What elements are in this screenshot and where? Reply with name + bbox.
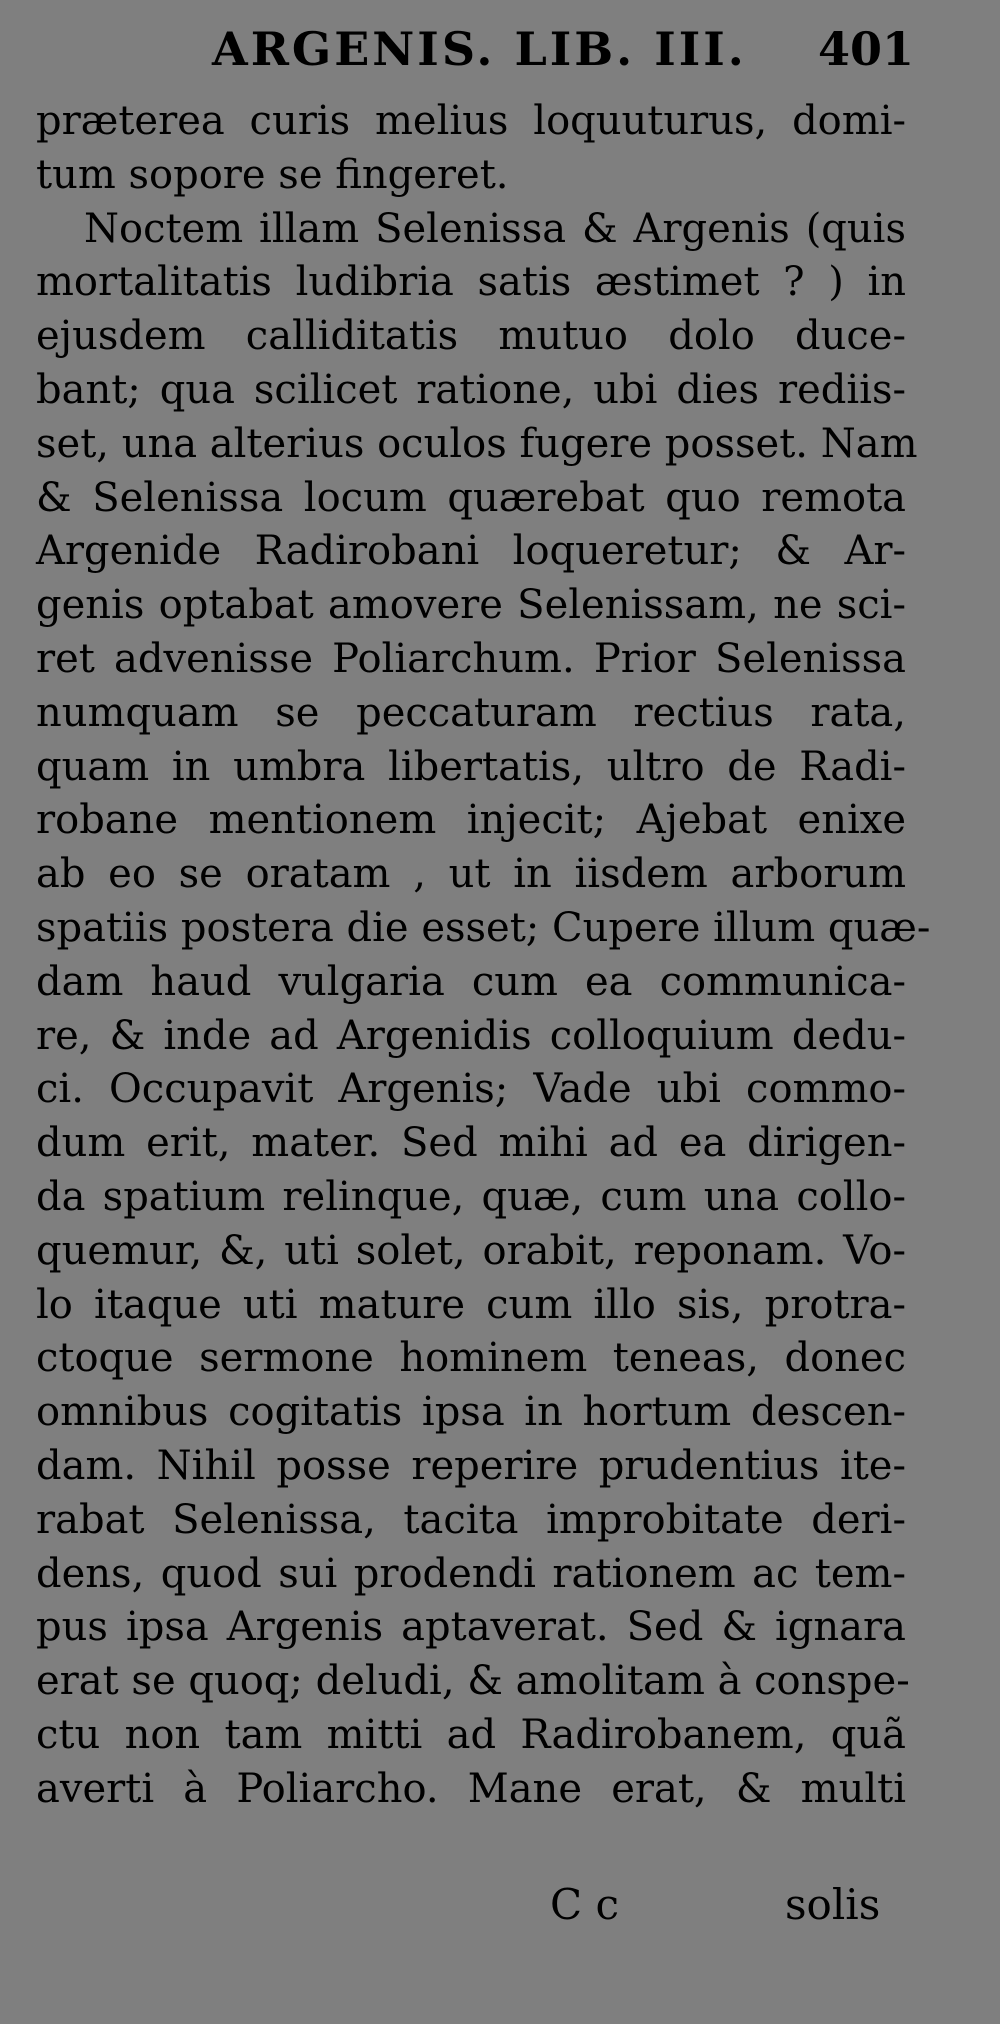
- text-line: re, & inde ad Argenidis colloquium dedu-: [36, 1012, 906, 1059]
- running-head: ARGENIS. LIB. III.: [212, 22, 747, 76]
- text-line: quemur, &, uti solet, orabit, reponam. Vo-: [36, 1227, 906, 1274]
- text-line: tum sopore se fingeret.: [36, 151, 509, 198]
- text-line: & Selenissa locum quærebat quo remota: [36, 474, 906, 521]
- text-line: ctoque sermone hominem teneas, donec: [36, 1335, 906, 1382]
- text-line: ret advenisse Poliarchum. Prior Selenissa: [36, 635, 906, 682]
- text-line: robane mentionem injecit; Ajebat enixe: [36, 797, 906, 844]
- text-line: pus ipsa Argenis aptaverat. Sed & ignara: [36, 1604, 906, 1651]
- text-line: dum erit, mater. Sed mihi ad ea dirigen-: [36, 1120, 906, 1167]
- text-line: ctu non tam mitti ad Radirobanem, quã: [36, 1711, 906, 1758]
- text-line: ejusdem calliditatis mutuo dolo duce-: [36, 313, 906, 360]
- text-line: Noctem illam Selenissa & Argenis (quis: [84, 205, 906, 252]
- text-line: Argenide Radirobani loqueretur; & Ar-: [36, 528, 906, 575]
- text-line: averti à Poliarcho. Mane erat, & multi: [36, 1765, 906, 1812]
- text-line: ci. Occupavit Argenis; Vade ubi commo-: [36, 1066, 906, 1113]
- text-line: quam in umbra libertatis, ultro de Radi-: [36, 743, 906, 790]
- text-line: genis optabat amovere Selenissam, ne sci-: [36, 582, 906, 629]
- text-line: spatiis postera die esset; Cupere illum quæ-: [36, 904, 931, 951]
- page-number: 401: [818, 22, 915, 76]
- text-line: erat se quoq; deludi, & amolitam à conspe-: [36, 1658, 910, 1705]
- text-line: bant; qua scilicet ratione, ubi dies rediis-: [36, 366, 906, 413]
- text-line: lo itaque uti mature cum illo sis, protra-: [36, 1281, 906, 1328]
- text-line: dam. Nihil posse reperire prudentius ite-: [36, 1442, 906, 1489]
- signature-mark: C c: [550, 1880, 620, 1929]
- text-line: set, una alterius oculos fugere posset. Nam: [36, 420, 918, 467]
- text-line: rabat Selenissa, tacita improbitate deri-: [36, 1496, 906, 1543]
- page-footer: [0, 1880, 1000, 1940]
- text-line: ab eo se oratam , ut in iisdem arborum: [36, 851, 906, 898]
- page-header: [0, 22, 1000, 92]
- text-line: præterea curis melius loquuturus, domi-: [36, 98, 906, 144]
- body-text: [36, 95, 931, 1817]
- text-line: da spatium relinque, quæ, cum una collo-: [36, 1173, 906, 1220]
- text-line: dens, quod sui prodendi rationem ac tem-: [36, 1550, 906, 1597]
- text-line: omnibus cogitatis ipsa in hortum descen-: [36, 1389, 906, 1436]
- text-line: mortalitatis ludibria satis æstimet ? ) in: [36, 259, 906, 306]
- text-line: dam haud vulgaria cum ea communica-: [36, 958, 906, 1005]
- text-line: numquam se peccaturam rectius rata,: [36, 689, 906, 736]
- catchword: solis: [785, 1880, 881, 1929]
